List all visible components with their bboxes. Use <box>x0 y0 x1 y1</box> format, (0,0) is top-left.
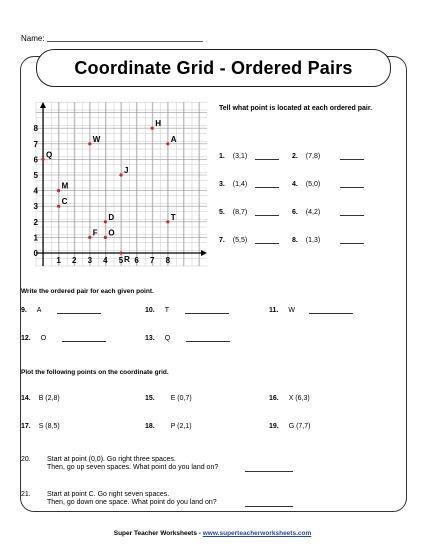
footer-separator: - <box>196 530 203 537</box>
answer-blank[interactable] <box>57 306 101 314</box>
question-10 <box>145 306 229 314</box>
point-label: D <box>108 212 115 222</box>
y-tick-label: 0 <box>33 249 38 258</box>
question-number: 8. <box>292 237 298 244</box>
answer-blank[interactable] <box>186 334 230 342</box>
question-5 <box>219 208 279 216</box>
question-pair: (3,1) <box>232 153 248 160</box>
question-1 <box>219 152 279 160</box>
point-h <box>151 127 154 130</box>
answer-blank[interactable] <box>255 152 279 160</box>
x-tick-label: 4 <box>103 256 108 265</box>
answer-blank[interactable] <box>255 236 279 244</box>
question-pair: (1,3) <box>305 237 321 244</box>
question-text: X (6,3) <box>288 395 310 402</box>
answer-blank[interactable] <box>62 334 106 342</box>
x-tick-label: 6 <box>134 256 139 265</box>
question-20-line2: Then, go up seven spaces. What point do you land on? <box>47 464 219 471</box>
answer-blank[interactable] <box>340 180 364 188</box>
point-label: F <box>92 228 98 238</box>
question-number: 14. <box>21 395 31 402</box>
point-label: T <box>170 212 176 222</box>
question-number: 10. <box>145 307 155 314</box>
point-w <box>88 142 91 145</box>
y-tick-label: 2 <box>33 217 38 227</box>
point-d <box>104 220 107 223</box>
question-19 <box>269 423 310 430</box>
point-label: W <box>92 134 101 144</box>
question-18 <box>145 423 192 430</box>
point-label: J <box>124 166 129 175</box>
question-number: 2. <box>292 153 298 160</box>
question-number: 11. <box>269 307 279 314</box>
question-pair: (5,5) <box>232 237 248 244</box>
y-tick-label: 7 <box>33 139 38 149</box>
question-number: 4. <box>292 181 298 188</box>
footer-link[interactable]: www.superteacherworksheets.com <box>202 530 312 537</box>
point-f <box>88 236 91 239</box>
question-number: 3. <box>219 181 225 188</box>
section2-title: Write the ordered pair for each given point. <box>21 288 154 295</box>
y-tick-label: 8 <box>33 124 38 134</box>
question-text: B (2,8) <box>38 395 60 402</box>
question-number: 15. <box>145 395 155 402</box>
question-number: 9. <box>21 307 27 314</box>
point-c <box>57 205 60 208</box>
x-tick-label: 1 <box>56 256 61 265</box>
point-label: C <box>61 197 68 207</box>
point-label: R <box>124 255 130 264</box>
question-7 <box>219 236 279 244</box>
y-tick-label: 5 <box>33 171 38 180</box>
x-tick-label: 7 <box>149 256 155 265</box>
question-pair: (4,2) <box>305 209 321 216</box>
question-21-line2: Then, go down one space. What point do you land on? <box>47 499 217 506</box>
question-9 <box>21 306 101 314</box>
question-label: O <box>40 335 47 342</box>
question-text: S (8,5) <box>38 423 60 430</box>
answer-blank[interactable] <box>340 208 364 216</box>
question-number: 6. <box>292 209 298 216</box>
x-tick-label: 2 <box>71 256 77 265</box>
point-label: H <box>155 119 161 129</box>
question-pair: (7,8) <box>305 153 321 160</box>
answer-blank[interactable] <box>255 180 279 188</box>
question-label: Q <box>164 335 171 342</box>
answer-blank[interactable] <box>309 306 353 314</box>
question-label: A <box>36 307 42 314</box>
question-20-number: 20. <box>21 456 31 463</box>
page-title: Coordinate Grid - Ordered Pairs <box>36 49 391 87</box>
question-3 <box>219 180 279 188</box>
point-t <box>166 220 169 223</box>
y-tick-label: 6 <box>33 155 38 165</box>
question-6 <box>292 208 364 216</box>
question-number: 19. <box>269 423 279 430</box>
point-label: Q <box>46 150 53 160</box>
answer-blank[interactable] <box>340 152 364 160</box>
point-label: M <box>61 181 69 191</box>
name-line[interactable] <box>47 41 203 42</box>
answer-blank-21[interactable] <box>245 499 293 507</box>
answer-blank[interactable] <box>255 208 279 216</box>
question-label: W <box>288 307 295 314</box>
question-20-line1: Start at point (0,0). Go right three spaces. <box>47 456 176 463</box>
question-14 <box>21 395 60 402</box>
question-pair: (5,0) <box>305 181 321 188</box>
question-17 <box>21 423 60 430</box>
question-11 <box>269 306 353 314</box>
answer-blank-20[interactable] <box>245 464 293 472</box>
y-axis-arrow <box>40 102 46 108</box>
answer-blank[interactable] <box>185 306 229 314</box>
question-text: P (2,1) <box>170 423 192 430</box>
question-number: 1. <box>219 153 225 160</box>
x-tick-label: 8 <box>165 256 171 265</box>
question-number: 18. <box>145 423 155 430</box>
coordinate-grid-svg <box>20 96 215 276</box>
point-r <box>119 251 122 254</box>
section3-title: Plot the following points on the coordinate grid. <box>21 369 169 376</box>
answer-blank[interactable] <box>340 236 364 244</box>
question-21-number: 21. <box>21 491 31 498</box>
question-number: 17. <box>21 423 31 430</box>
x-tick-label: 3 <box>87 256 93 265</box>
point-o <box>104 236 107 239</box>
point-a <box>166 142 169 145</box>
question-pair: (1,4) <box>232 181 248 188</box>
question-number: 5. <box>219 209 225 216</box>
point-label: A <box>170 134 177 144</box>
point-j <box>119 173 122 176</box>
question-number: 16. <box>269 395 279 402</box>
footer <box>0 530 425 537</box>
question-4 <box>292 180 364 188</box>
y-tick-label: 1 <box>33 233 38 243</box>
x-tick-label: 5 <box>118 256 124 265</box>
question-21-line1: Start at point C. Go right seven spaces. <box>47 491 170 498</box>
question-number: 12. <box>21 335 31 342</box>
question-15 <box>145 395 192 402</box>
question-12 <box>21 334 106 342</box>
question-number: 7. <box>219 237 225 244</box>
x-axis-arrow <box>201 250 207 256</box>
question-label: T <box>164 307 169 314</box>
y-tick-label: 4 <box>33 186 38 196</box>
y-tick-label: 3 <box>33 202 38 212</box>
question-text: G (7,7) <box>288 423 311 430</box>
name-label: Name: <box>21 34 45 43</box>
point-q <box>41 158 44 161</box>
question-number: 13. <box>145 335 155 342</box>
question-pair: (8,7) <box>232 209 248 216</box>
question-13 <box>145 334 230 342</box>
point-label: O <box>108 228 115 238</box>
footer-brand: Super Teacher Worksheets <box>113 530 197 537</box>
coordinate-grid <box>20 96 215 276</box>
point-m <box>57 189 60 192</box>
question-text: E (0,7) <box>170 395 192 402</box>
question-16 <box>269 395 310 402</box>
question-2 <box>292 152 364 160</box>
question-8 <box>292 236 364 244</box>
section1-title: Tell what point is located at each ordered pair. <box>219 105 373 112</box>
